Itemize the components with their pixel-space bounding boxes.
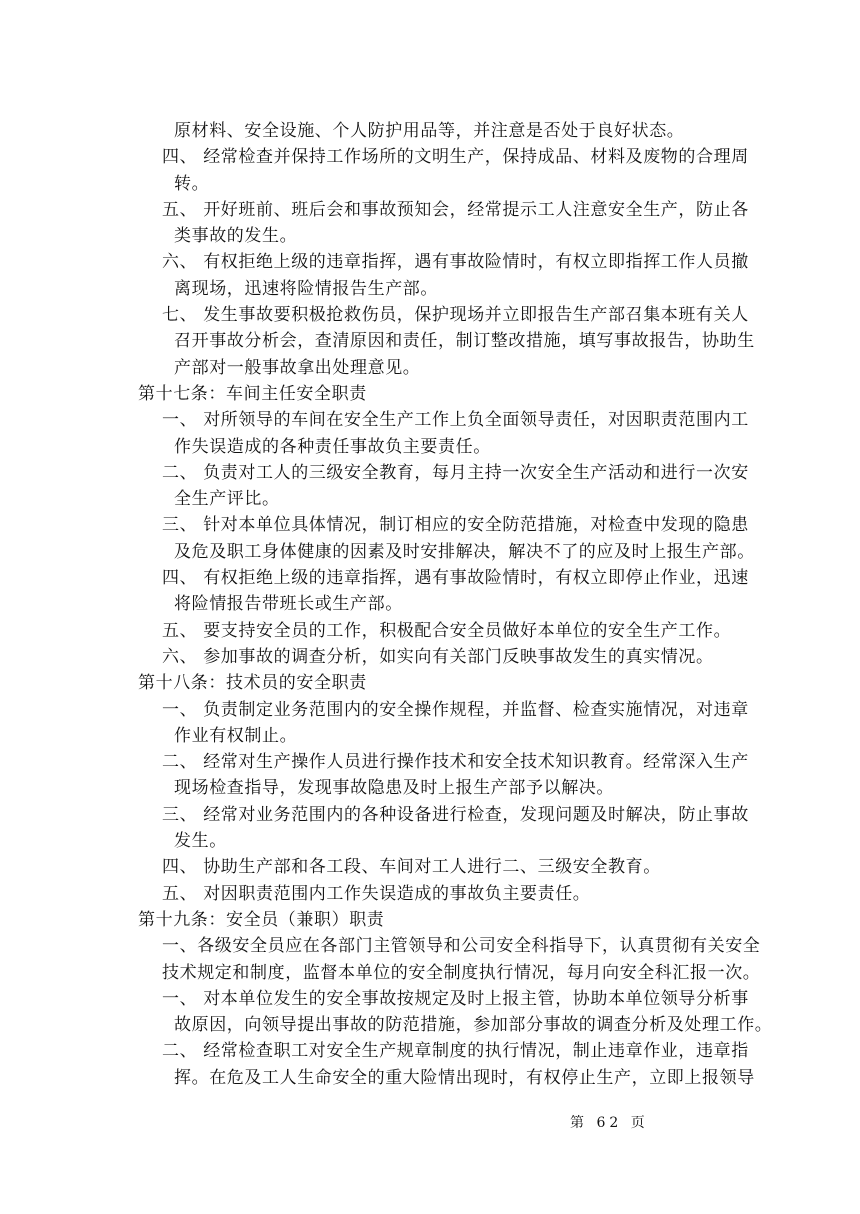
paragraph-line: 全生产评比。: [174, 489, 280, 510]
paragraph-line: 七、 发生事故要积极抢救伤员，保护现场并立即报告生产部召集本班有关人: [162, 305, 749, 326]
paragraph-line: 一、各级安全员应在各部门主管领导和公司安全科指导下，认真贯彻有关安全: [162, 936, 761, 957]
paragraph-line: 六、 有权拒绝上级的违章指挥，遇有事故险情时，有权立即指挥工作人员撤: [162, 252, 749, 273]
paragraph-line: 作失误造成的各种责任事故负主要责任。: [174, 436, 491, 457]
article-heading: 第十七条：车间主任安全职责: [138, 383, 367, 404]
paragraph-line: 二、 经常对生产操作人员进行操作技术和安全技术知识教育。经常深入生产: [162, 752, 749, 773]
paragraph-line: 故原因，向领导提出事故的防范措施，参加部分事故的调查分析及处理工作。: [174, 1015, 773, 1036]
paragraph-line: 将险情报告带班长或生产部。: [174, 594, 403, 615]
paragraph-line: 五、 要支持安全员的工作，积极配合安全员做好本单位的安全生产工作。: [162, 620, 732, 641]
article-heading: 第十九条：安全员（兼职）职责: [138, 909, 385, 930]
paragraph-line: 五、 开好班前、班后会和事故预知会，经常提示工人注意安全生产，防止各: [162, 199, 749, 220]
paragraph-line: 二、 经常检查职工对安全生产规章制度的执行情况，制止违章作业，违章指: [162, 1041, 749, 1062]
page-number: 第 62 页: [570, 1115, 649, 1131]
paragraph-line: 产部对一般事故拿出处理意见。: [174, 357, 421, 378]
paragraph-line: 作业有权制止。: [174, 725, 298, 746]
paragraph-line: 六、 参加事故的调查分析，如实向有关部门反映事故发生的真实情况。: [162, 646, 714, 667]
paragraph-line: 四、 协助生产部和各工段、车间对工人进行二、三级安全教育。: [162, 857, 661, 878]
paragraph-line: 一、 对本单位发生的安全事故按规定及时上报主管，协助本单位领导分析事: [162, 988, 749, 1009]
paragraph-line: 三、 经常对业务范围内的各种设备进行检查，发现问题及时解决，防止事故: [162, 804, 749, 825]
paragraph-line: 技术规定和制度，监督本单位的安全制度执行情况，每月向安全科汇报一次。: [162, 962, 761, 983]
paragraph-line: 离现场，迅速将险情报告生产部。: [174, 278, 438, 299]
paragraph-line: 挥。在危及工人生命安全的重大险情出现时，有权停止生产，立即上报领导: [174, 1067, 755, 1088]
paragraph-line: 三、 针对本单位具体情况，制订相应的安全防范措施，对检查中发现的隐患: [162, 515, 749, 536]
paragraph-line: 四、 经常检查并保持工作场所的文明生产，保持成品、材料及废物的合理周: [162, 147, 749, 168]
paragraph-line: 类事故的发生。: [174, 226, 298, 247]
paragraph-line: 转。: [174, 173, 210, 194]
paragraph-line: 及危及职工身体健康的因素及时安排解决，解决不了的应及时上报生产部。: [174, 541, 755, 562]
document-body: [0, 118, 860, 1091]
article-heading: 第十八条：技术员的安全职责: [138, 673, 367, 694]
paragraph-line: 现场检查指导，发现事故隐患及时上报生产部予以解决。: [174, 778, 614, 799]
paragraph-line: 五、 对因职责范围内工作失误造成的事故负主要责任。: [162, 883, 591, 904]
paragraph-line: 一、 对所领导的车间在安全生产工作上负全面领导责任，对因职责范围内工: [162, 410, 749, 431]
paragraph-line: 一、 负责制定业务范围内的安全操作规程，并监督、检查实施情况，对违章: [162, 699, 749, 720]
paragraph-line: 二、 负责对工人的三级安全教育，每月主持一次安全生产活动和进行一次安: [162, 462, 749, 483]
paragraph-line: 发生。: [174, 831, 227, 852]
paragraph-line: 四、 有权拒绝上级的违章指挥，遇有事故险情时，有权立即停止作业，迅速: [162, 568, 749, 589]
paragraph-line: 召开事故分析会，查清原因和责任，制订整改措施，填写事故报告，协助生: [174, 331, 755, 352]
paragraph-line: 原材料、安全设施、个人防护用品等，并注意是否处于良好状态。: [174, 121, 685, 141]
